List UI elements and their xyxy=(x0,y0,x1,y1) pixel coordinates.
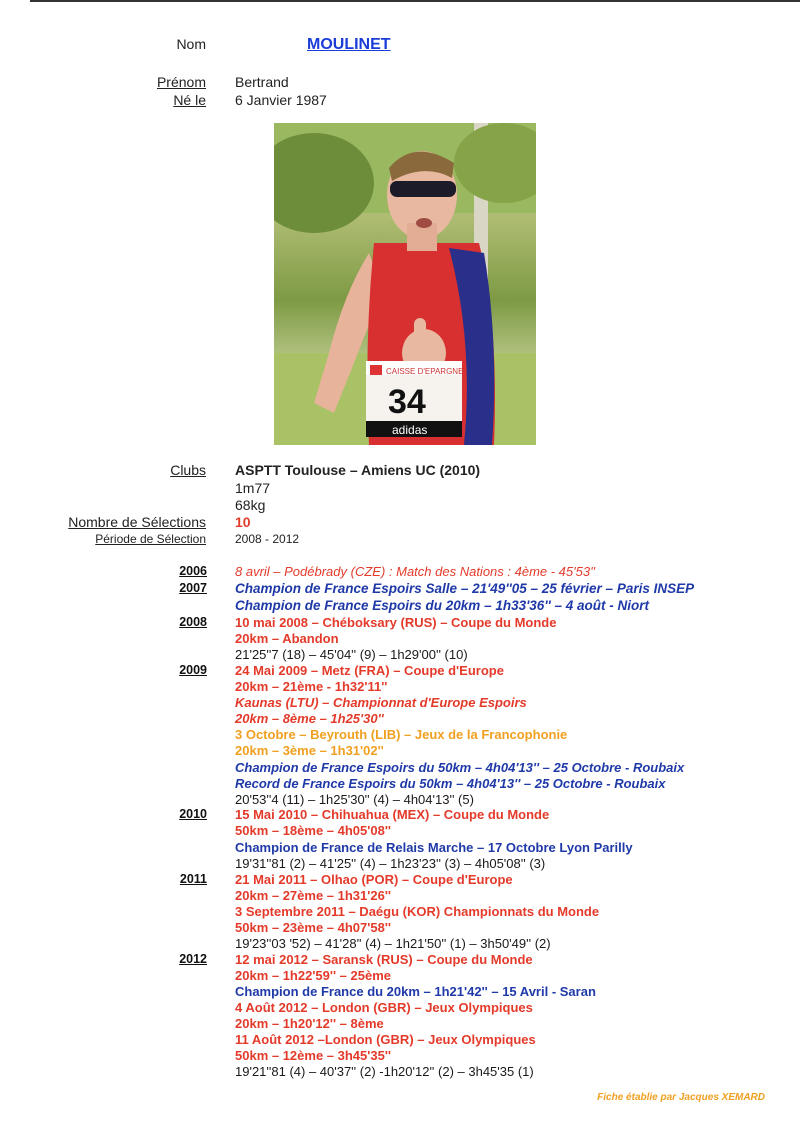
brand-logo-text: adidas xyxy=(392,423,428,437)
palmares-line: 20km – 1h22'59'' – 25ème xyxy=(235,968,391,983)
footer-credit: Fiche établie par Jacques XEMARD xyxy=(597,1092,765,1103)
palmares-line: 19'21''81 (4) – 40'37'' (2) -1h20'12'' (2) – 3h45'35 (1) xyxy=(235,1064,534,1079)
palmares-line: 50km – 12ème – 3h45'35'' xyxy=(235,1048,391,1063)
athlete-firstname: Bertrand xyxy=(235,74,289,90)
athlete-photo xyxy=(274,123,536,445)
label-periode: Période de Sélection xyxy=(95,532,206,546)
palmares-line: 20km – 27ème – 1h31'26'' xyxy=(235,888,391,903)
bib-sponsor: CAISSE D'EPARGNE xyxy=(386,367,464,376)
athlete-periode: 2008 - 2012 xyxy=(235,532,300,546)
year-2012: 2012 xyxy=(179,952,207,966)
year-2011: 2011 xyxy=(179,872,207,886)
palmares-line: 20km – 8ème – 1h25'30'' xyxy=(235,711,384,726)
palmares-line: 19'23''03 '52) – 41'28'' (4) – 1h21'50'' (1) – 3h50'49'' (2) xyxy=(235,936,551,951)
palmares-line: Champion de France Espoirs du 50km – 4h04'13'' – 25 Octobre - Roubaix xyxy=(235,760,685,775)
athlete-clubs: ASPTT Toulouse – Amiens UC (2010) xyxy=(235,462,481,478)
palmares-line: 20'53''4 (11) – 1h25'30'' (4) – 4h04'13'' (5) xyxy=(235,792,474,807)
athlete-height: 1m77 xyxy=(235,480,271,496)
year-2010: 2010 xyxy=(179,807,207,821)
year-2006: 2006 xyxy=(179,564,207,578)
label-nom: Nom xyxy=(176,36,206,52)
top-border-line xyxy=(30,0,800,2)
palmares-line: 11 Août 2012 –London (GBR) – Jeux Olympiques xyxy=(235,1032,536,1047)
palmares-line: 10 mai 2008 – Chéboksary (RUS) – Coupe du Monde xyxy=(235,615,557,630)
athlete-nb-selections: 10 xyxy=(235,514,251,530)
palmares-line: 3 Octobre – Beyrouth (LIB) – Jeux de la Francophonie xyxy=(235,727,568,742)
palmares-line: Champion de France Espoirs du 20km – 1h33'36'' – 4 août - Niort xyxy=(235,598,649,613)
athlete-weight: 68kg xyxy=(235,497,266,513)
year-2007: 2007 xyxy=(179,581,207,595)
palmares-line: 3 Septembre 2011 – Daégu (KOR) Championnats du Monde xyxy=(235,904,600,919)
palmares-line: 24 Mai 2009 – Metz (FRA) – Coupe d'Europe xyxy=(235,663,504,678)
palmares-line: Champion de France Espoirs Salle – 21'49''05 – 25 février – Paris INSEP xyxy=(235,581,695,596)
palmares-line: 20km – 21ème - 1h32'11'' xyxy=(235,679,388,694)
palmares-line: 15 Mai 2010 – Chihuahua (MEX) – Coupe du Monde xyxy=(235,807,550,822)
palmares-line: Record de France Espoirs du 50km – 4h04'13'' – 25 Octobre - Roubaix xyxy=(235,776,666,791)
athlete-surname: MOULINET xyxy=(307,36,391,53)
palmares-line: 21'25''7 (18) – 45'04'' (9) – 1h29'00'' (10) xyxy=(235,647,468,662)
label-ne-le: Né le xyxy=(173,92,206,108)
year-2008: 2008 xyxy=(179,615,207,629)
palmares-line: 12 mai 2012 – Saransk (RUS) – Coupe du Monde xyxy=(235,952,533,967)
label-nb-selections: Nombre de Sélections xyxy=(68,514,206,530)
year-2009: 2009 xyxy=(179,663,207,677)
palmares-line: Kaunas (LTU) – Championnat d'Europe Espoirs xyxy=(235,695,527,710)
palmares-line: 4 Août 2012 – London (GBR) – Jeux Olympiques xyxy=(235,1000,533,1015)
palmares-line: 20km – 1h20'12'' – 8ème xyxy=(235,1016,384,1031)
palmares-line: 50km – 23ème – 4h07'58'' xyxy=(235,920,391,935)
palmares-line: 21 Mai 2011 – Olhao (POR) – Coupe d'Europe xyxy=(235,872,513,887)
palmares-line: 8 avril – Podébrady (CZE) : Match des Nations : 4ème - 45'53'' xyxy=(235,564,596,579)
palmares-line: 19'31''81 (2) – 41'25'' (4) – 1h23'23'' (3) – 4h05'08'' (3) xyxy=(235,856,546,871)
label-prenom: Prénom xyxy=(156,74,206,90)
athlete-birthdate: 6 Janvier 1987 xyxy=(235,92,327,108)
palmares-line: 20km – Abandon xyxy=(235,631,339,646)
palmares-line: 50km – 18ème – 4h05'08'' xyxy=(235,823,391,838)
palmares-line: Champion de France du 20km – 1h21'42'' – 15 Avril - Saran xyxy=(235,984,596,999)
bib-number: 34 xyxy=(388,383,426,421)
palmares-line: 20km – 3ème – 1h31'02'' xyxy=(235,743,384,758)
palmares-line: Champion de France de Relais Marche – 17 Octobre Lyon Parilly xyxy=(235,840,633,855)
label-clubs: Clubs xyxy=(170,462,206,478)
